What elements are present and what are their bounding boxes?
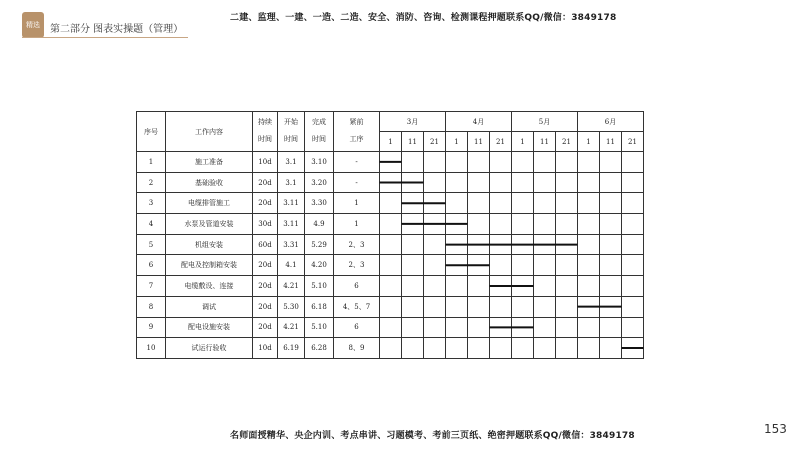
table-row — [137, 172, 644, 193]
row-duration: 60d — [253, 234, 278, 255]
timeline-cell — [468, 172, 490, 193]
timeline-cell — [534, 214, 556, 235]
timeline-cell — [556, 214, 578, 235]
timeline-cell — [490, 317, 512, 338]
timeline-cell — [446, 152, 468, 173]
timeline-cell — [534, 255, 556, 276]
timeline-cell — [380, 255, 402, 276]
timeline-cell — [622, 255, 644, 276]
header-start — [278, 112, 305, 152]
timeline-cell — [622, 234, 644, 255]
row-predecessor: - — [334, 152, 380, 173]
schedule-table — [136, 111, 644, 359]
table-row — [137, 317, 644, 338]
table-row — [137, 338, 644, 359]
day-header-cell: 21 — [490, 132, 512, 152]
table-row — [137, 276, 644, 297]
day-header-cell: 1 — [578, 132, 600, 152]
timeline-cell — [556, 317, 578, 338]
header-start-line2: 时间 — [284, 135, 298, 143]
row-finish: 4.20 — [305, 255, 334, 276]
day-header-cell: 1 — [446, 132, 468, 152]
row-start: 3.1 — [278, 152, 305, 173]
header-divider — [22, 37, 188, 38]
timeline-cell — [402, 338, 424, 359]
row-finish: 3.20 — [305, 172, 334, 193]
timeline-cell — [600, 276, 622, 297]
day-header-cell: 11 — [600, 132, 622, 152]
logo-badge: 精选 — [22, 12, 44, 38]
row-seq: 3 — [137, 193, 166, 214]
timeline-cell — [468, 338, 490, 359]
timeline-cell — [468, 255, 490, 276]
header-month-6: 6月 — [578, 112, 644, 132]
timeline-cell — [490, 255, 512, 276]
timeline-cell — [446, 255, 468, 276]
row-predecessor: 1 — [334, 214, 380, 235]
row-predecessor: 2、3 — [334, 255, 380, 276]
timeline-cell — [402, 296, 424, 317]
row-content: 调试 — [166, 296, 253, 317]
section-title: 第二部分 图表实操题（管理） — [50, 24, 184, 35]
timeline-cell — [424, 172, 446, 193]
timeline-cell — [468, 317, 490, 338]
timeline-cell — [468, 276, 490, 297]
row-start: 3.11 — [278, 214, 305, 235]
header-start-line1: 开始 — [284, 118, 298, 127]
row-finish: 3.30 — [305, 193, 334, 214]
timeline-cell — [380, 172, 402, 193]
day-header-cell: 21 — [424, 132, 446, 152]
timeline-cell — [578, 317, 600, 338]
timeline-cell — [556, 193, 578, 214]
header-pred-line2: 工序 — [349, 135, 364, 143]
timeline-cell — [600, 317, 622, 338]
top-contact-banner: 二建、监理、一建、一造、二造、安全、消防、咨询、检测课程押题联系QQ/微信：3849178 — [230, 13, 617, 23]
row-content: 基础验收 — [166, 172, 253, 193]
row-predecessor: - — [334, 172, 380, 193]
row-seq: 8 — [137, 296, 166, 317]
timeline-cell — [512, 296, 534, 317]
timeline-cell — [380, 193, 402, 214]
header-finish-line1: 完成 — [312, 118, 326, 127]
timeline-cell — [578, 338, 600, 359]
timeline-cell — [446, 214, 468, 235]
timeline-cell — [600, 255, 622, 276]
row-finish: 6.28 — [305, 338, 334, 359]
row-finish: 3.10 — [305, 152, 334, 173]
timeline-cell — [600, 296, 622, 317]
row-predecessor: 6 — [334, 276, 380, 297]
timeline-cell — [556, 152, 578, 173]
timeline-cell — [556, 276, 578, 297]
timeline-cell — [402, 172, 424, 193]
row-content: 配电及控制箱安装 — [166, 255, 253, 276]
timeline-cell — [578, 276, 600, 297]
day-header-cell: 11 — [534, 132, 556, 152]
row-start: 4.21 — [278, 317, 305, 338]
timeline-cell — [380, 338, 402, 359]
row-start: 6.19 — [278, 338, 305, 359]
timeline-cell — [578, 255, 600, 276]
timeline-cell — [622, 338, 644, 359]
timeline-cell — [380, 214, 402, 235]
timeline-cell — [402, 234, 424, 255]
row-start: 3.31 — [278, 234, 305, 255]
row-content: 机组安装 — [166, 234, 253, 255]
timeline-cell — [424, 193, 446, 214]
timeline-cell — [512, 317, 534, 338]
header-finish — [305, 112, 334, 152]
timeline-cell — [512, 234, 534, 255]
row-predecessor: 6 — [334, 317, 380, 338]
row-start: 5.30 — [278, 296, 305, 317]
row-finish: 5.10 — [305, 276, 334, 297]
timeline-cell — [446, 172, 468, 193]
row-start: 4.21 — [278, 276, 305, 297]
timeline-cell — [534, 338, 556, 359]
timeline-cell — [424, 276, 446, 297]
timeline-cell — [490, 214, 512, 235]
timeline-cell — [534, 276, 556, 297]
header-month-3: 3月 — [380, 112, 446, 132]
timeline-cell — [446, 338, 468, 359]
timeline-cell — [468, 193, 490, 214]
timeline-cell — [490, 234, 512, 255]
timeline-cell — [512, 152, 534, 173]
timeline-cell — [380, 234, 402, 255]
timeline-cell — [424, 152, 446, 173]
row-duration: 10d — [253, 338, 278, 359]
timeline-cell — [578, 234, 600, 255]
timeline-cell — [424, 255, 446, 276]
table-row — [137, 255, 644, 276]
row-seq: 5 — [137, 234, 166, 255]
timeline-cell — [468, 296, 490, 317]
timeline-cell — [534, 317, 556, 338]
timeline-cell — [468, 234, 490, 255]
row-seq: 6 — [137, 255, 166, 276]
header-finish-line2: 时间 — [312, 135, 326, 143]
day-header-cell: 21 — [556, 132, 578, 152]
timeline-cell — [512, 276, 534, 297]
timeline-cell — [402, 193, 424, 214]
timeline-cell — [402, 214, 424, 235]
row-start: 3.11 — [278, 193, 305, 214]
timeline-cell — [622, 296, 644, 317]
row-seq: 2 — [137, 172, 166, 193]
timeline-cell — [556, 234, 578, 255]
timeline-cell — [490, 276, 512, 297]
timeline-cell — [512, 214, 534, 235]
row-predecessor: 2、3 — [334, 234, 380, 255]
row-duration: 20d — [253, 276, 278, 297]
row-content: 电缆排管施工 — [166, 193, 253, 214]
day-header-cell: 21 — [622, 132, 644, 152]
timeline-cell — [490, 193, 512, 214]
header-content: 工作内容 — [166, 112, 253, 152]
timeline-cell — [490, 172, 512, 193]
timeline-cell — [424, 317, 446, 338]
row-duration: 20d — [253, 296, 278, 317]
timeline-cell — [402, 276, 424, 297]
row-duration: 20d — [253, 172, 278, 193]
timeline-cell — [556, 172, 578, 193]
timeline-cell — [490, 338, 512, 359]
timeline-cell — [578, 214, 600, 235]
row-predecessor: 8、9 — [334, 338, 380, 359]
timeline-cell — [446, 317, 468, 338]
row-predecessor: 4、5、7 — [334, 296, 380, 317]
timeline-cell — [600, 193, 622, 214]
footer-contact-banner: 名师面授精华、央企内训、考点串讲、习题模考、考前三页纸、绝密押题联系QQ/微信：3849178 — [230, 431, 635, 441]
timeline-cell — [622, 317, 644, 338]
timeline-cell — [512, 193, 534, 214]
timeline-cell — [512, 338, 534, 359]
header-seq: 序号 — [137, 112, 166, 152]
header-pred-line1: 紧前 — [349, 118, 364, 127]
day-header-cell: 1 — [380, 132, 402, 152]
row-content: 配电设施安装 — [166, 317, 253, 338]
timeline-cell — [446, 276, 468, 297]
timeline-cell — [380, 276, 402, 297]
day-header-cell: 11 — [468, 132, 490, 152]
row-content: 施工准备 — [166, 152, 253, 173]
row-content: 水泵及管道安装 — [166, 214, 253, 235]
timeline-cell — [600, 234, 622, 255]
table-row — [137, 234, 644, 255]
timeline-cell — [600, 152, 622, 173]
row-finish: 6.18 — [305, 296, 334, 317]
header-month-4: 4月 — [446, 112, 512, 132]
timeline-cell — [468, 152, 490, 173]
timeline-cell — [446, 234, 468, 255]
timeline-cell — [622, 152, 644, 173]
timeline-cell — [600, 214, 622, 235]
timeline-cell — [622, 172, 644, 193]
timeline-cell — [622, 276, 644, 297]
row-duration: 10d — [253, 152, 278, 173]
timeline-cell — [600, 338, 622, 359]
day-header-cell: 11 — [402, 132, 424, 152]
header-duration-line2: 时间 — [258, 135, 272, 143]
row-duration: 30d — [253, 214, 278, 235]
timeline-cell — [556, 296, 578, 317]
row-start: 4.1 — [278, 255, 305, 276]
row-seq: 10 — [137, 338, 166, 359]
row-finish: 5.29 — [305, 234, 334, 255]
row-content: 电缆敷设、连接 — [166, 276, 253, 297]
timeline-cell — [446, 296, 468, 317]
day-header-cell: 1 — [512, 132, 534, 152]
header-month-5: 5月 — [512, 112, 578, 132]
row-seq: 9 — [137, 317, 166, 338]
timeline-cell — [622, 193, 644, 214]
table-row — [137, 152, 644, 173]
timeline-cell — [578, 152, 600, 173]
timeline-cell — [534, 234, 556, 255]
row-content: 试运行验收 — [166, 338, 253, 359]
page-number: 153 — [764, 422, 787, 436]
row-seq: 7 — [137, 276, 166, 297]
timeline-cell — [380, 317, 402, 338]
header-duration — [253, 112, 278, 152]
timeline-cell — [402, 317, 424, 338]
row-finish: 5.10 — [305, 317, 334, 338]
header-duration-line1: 持续 — [258, 118, 272, 127]
timeline-cell — [402, 152, 424, 173]
table-row — [137, 193, 644, 214]
timeline-cell — [556, 255, 578, 276]
row-duration: 20d — [253, 193, 278, 214]
row-duration: 20d — [253, 255, 278, 276]
timeline-cell — [490, 296, 512, 317]
header-predecessor — [334, 112, 380, 152]
timeline-cell — [490, 152, 512, 173]
timeline-cell — [578, 296, 600, 317]
timeline-cell — [380, 152, 402, 173]
row-start: 3.1 — [278, 172, 305, 193]
timeline-cell — [600, 172, 622, 193]
row-seq: 1 — [137, 152, 166, 173]
timeline-cell — [578, 193, 600, 214]
row-seq: 4 — [137, 214, 166, 235]
timeline-cell — [446, 193, 468, 214]
timeline-cell — [534, 296, 556, 317]
timeline-cell — [424, 296, 446, 317]
timeline-cell — [424, 214, 446, 235]
timeline-cell — [556, 338, 578, 359]
row-finish: 4.9 — [305, 214, 334, 235]
timeline-cell — [512, 255, 534, 276]
timeline-cell — [534, 172, 556, 193]
timeline-cell — [534, 193, 556, 214]
timeline-cell — [424, 338, 446, 359]
timeline-cell — [512, 172, 534, 193]
timeline-cell — [468, 214, 490, 235]
timeline-cell — [534, 152, 556, 173]
table-row — [137, 296, 644, 317]
timeline-cell — [622, 214, 644, 235]
table-row — [137, 214, 644, 235]
row-predecessor: 1 — [334, 193, 380, 214]
timeline-cell — [578, 172, 600, 193]
timeline-cell — [424, 234, 446, 255]
timeline-cell — [402, 255, 424, 276]
timeline-cell — [380, 296, 402, 317]
row-duration: 20d — [253, 317, 278, 338]
